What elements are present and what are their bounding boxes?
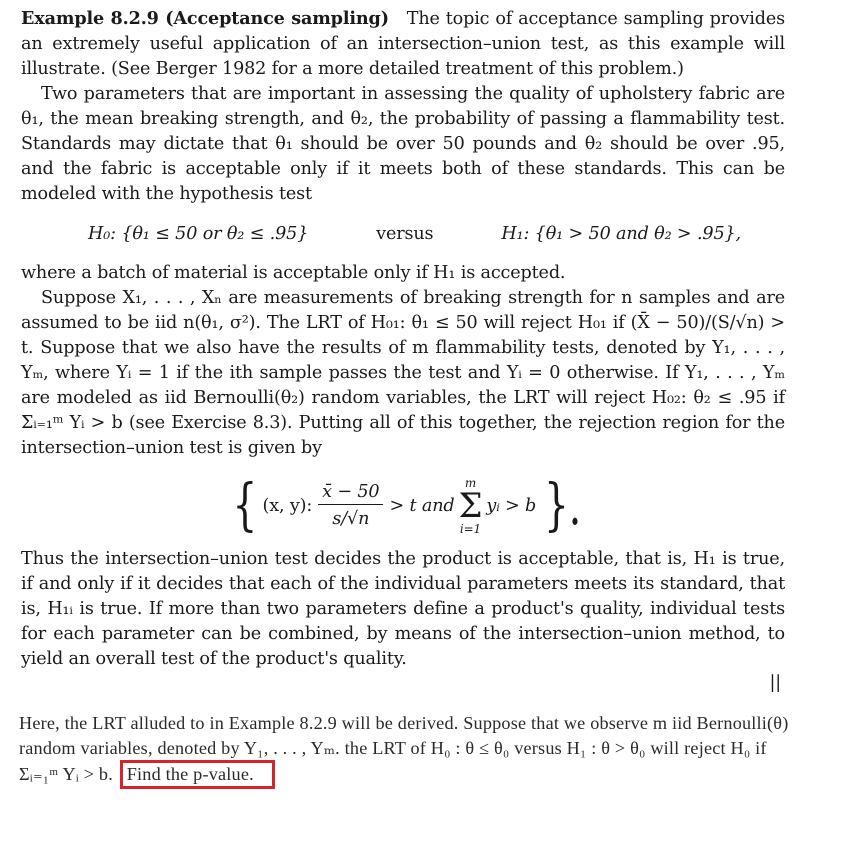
open-brace: { xyxy=(232,473,258,538)
t-threshold: > t and xyxy=(389,495,455,516)
end-of-example-mark: || xyxy=(769,673,781,693)
example-title: Example 8.2.9 (Acceptance sampling) xyxy=(21,8,389,29)
close-brace: }. xyxy=(544,473,582,538)
alternative-hypothesis: H₁: {θ₁ > 50 and θ₂ > .95}, xyxy=(501,223,741,244)
rejection-region-formula xyxy=(227,465,589,547)
paragraph-lrt: Suppose X₁, . . . , Xₙ are measurements of breaking strength for n samples and are assumed to be iid n(θ₁, σ²). The LRT of H₀₁: θ₁ ≤ 50 will reject H₀₁ if (X̄ − 50)/(S/√n) > t. Suppose that we also have the results of m flammability tests, denoted by Y₁, . . . , Yₘ, where Yᵢ = 1 if the ith sample passes the test and Yᵢ = 0 otherwise. If Y₁, . . . , Yₘ are modeled as iid Bernoulli(θ₂) random variables, the LRT will reject H₀₂: θ₂ ≤ .95 if Σᵢ₌₁ᵐ Yᵢ > b (see Exercise 8.3). Putting all of this together, the rejection region for the intersection–union test is given by xyxy=(21,288,785,458)
sum-lower-limit: i=1 xyxy=(459,522,481,536)
paragraph-parameters: Two parameters that are important in assessing the quality of upholstery fabric are θ₁, the mean breaking strength, and θ₂, the probability of passing a flammability test. Standards may dictate that θ₁ should be over 50 pounds and θ₂ should be over .95, and the fabric is acceptable only if it meets both of these standards. This can be modeled with the hypothesis test xyxy=(21,84,785,204)
sum-condition: yᵢ > b xyxy=(486,495,537,516)
pair-label: (x, y): xyxy=(262,495,313,516)
versus-label: versus xyxy=(376,223,434,244)
t-statistic-fraction xyxy=(318,481,383,531)
paragraph-intro xyxy=(21,6,785,82)
textbook-page xyxy=(21,6,785,694)
highlighted-task-box xyxy=(120,760,275,789)
summation-sign xyxy=(459,476,483,536)
sum-upper-limit: m xyxy=(464,476,477,490)
paragraph-acceptance: where a batch of material is acceptable only if H₁ is accepted. xyxy=(21,263,566,283)
hypothesis-display xyxy=(21,221,785,247)
sigma-symbol: Σ xyxy=(458,486,483,526)
rejection-region-display xyxy=(21,465,785,547)
highlighted-task: Find the p-value. xyxy=(126,764,254,784)
fraction-denominator: s/√n xyxy=(332,509,370,529)
null-hypothesis: H₀: {θ₁ ≤ 50 or θ₂ ≤ .95} xyxy=(88,223,309,244)
exercise-question xyxy=(19,711,799,789)
question-text: Here, the LRT alluded to in Example 8.2.9 will be derived. Suppose that we observe m iid Bernoulli(θ) random variables, denoted by Y₁, . . . , Yₘ. the LRT of H₀ : θ ≤ θ₀ versus H₁ : θ > θ₀ will reject H₀ if Σᵢ₌₁ᵐ Yᵢ > b. xyxy=(19,713,789,784)
fraction-numerator: x̄ − 50 xyxy=(318,481,383,505)
paragraph-conclusion: Thus the intersection–union test decides the product is acceptable, that is, H₁ is true, if and only if it decides that each of the individual parameters meets its standard, that is, H₁ᵢ is true. If more than two parameters define a product's quality, individual tests for each parameter can be combined, by means of the intersection–union method, to yield an overall test of the product's quality. xyxy=(21,549,785,669)
intro-text: The topic of acceptance sampling provides an extremely useful application of an intersection–union test, as this example will illustrate. (See Berger 1982 for a more detailed treatment of this problem.) xyxy=(21,9,785,79)
question-paragraph xyxy=(19,711,799,789)
